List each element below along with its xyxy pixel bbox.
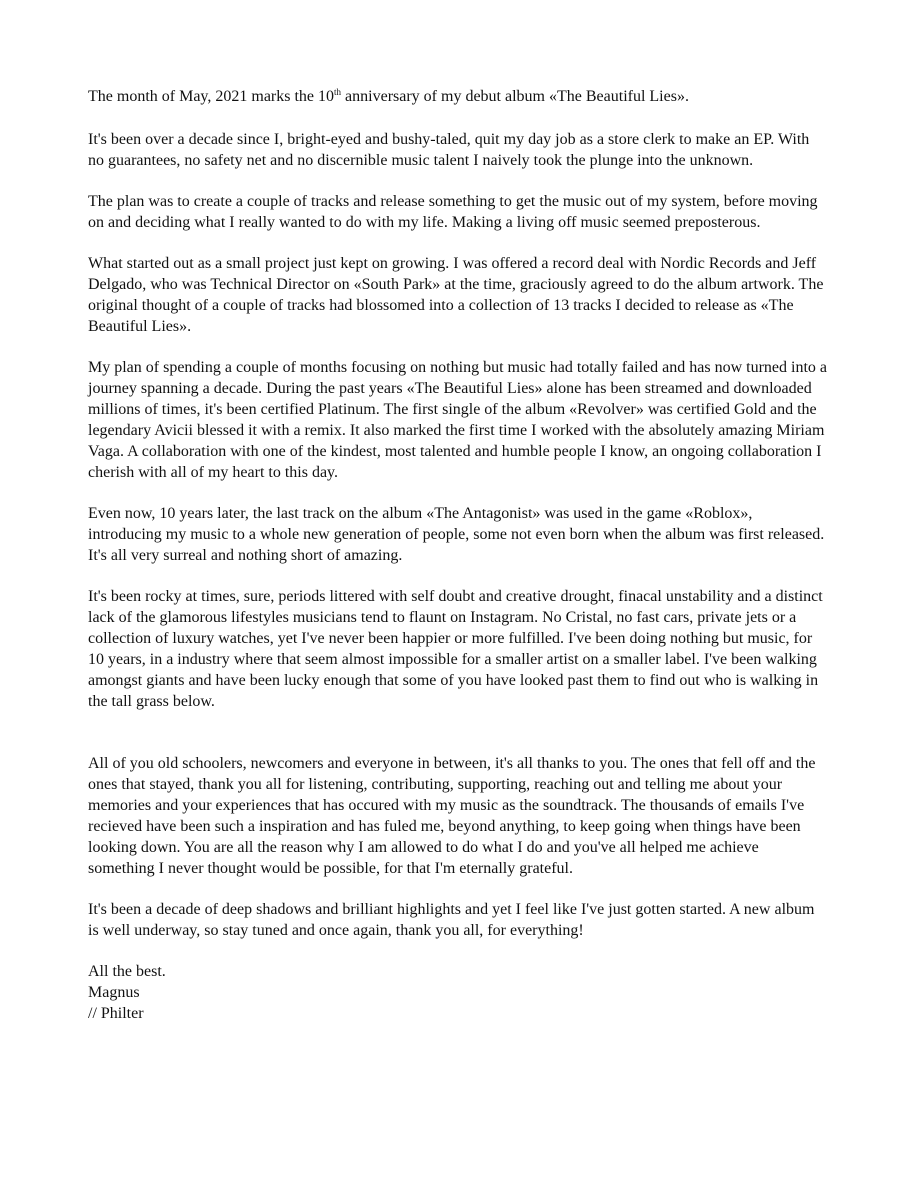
paragraph-plan: The plan was to create a couple of tracks and release something to get the music out of my system, before moving on and deciding what I really wanted to do with my life. Making a living off music seemed preposterous. [88, 193, 818, 231]
paragraph-ten-years-later: Even now, 10 years later, the last track on the album «The Antagonist» was used in the game «Roblox», introducing my music to a whole new generation of people, some not even born when the album was first released. It's all very surreal and nothing short of amazing. [88, 505, 825, 564]
intro-text-end: anniversary of my debut album «The Beautiful Lies». [341, 88, 689, 105]
intro-text-start: The month of May, 2021 marks the 10 [88, 88, 335, 105]
signoff-line: All the best. [88, 963, 166, 980]
signature-alias: // Philter [88, 1005, 144, 1022]
ordinal-suffix: th [334, 87, 342, 97]
paragraph-rocky-times: It's been rocky at times, sure, periods littered with self doubt and creative drought, finacal unstability and a distinct lack of the glamorous lifestyles musicians tend to flaunt on Instagram. No Cristal, no fast cars, private jets or a collection of luxury watches, yet I've never been happier or more fulfilled. I've been doing nothing but music, for 10 years, in a industry where that seem almost impossible for a smaller artist on a smaller label. I've been walking amongst giants and have been lucky enough that some of you have looked past them to find out who is walking in the tall grass below. [88, 588, 823, 710]
letter-page [88, 86, 828, 1024]
paragraph-thanks: All of you old schoolers, newcomers and everyone in between, it's all thanks to you. The ones that fell off and the ones that stayed, thank you all for listening, contributing, supporting, reaching out and telling me about your memories and your experiences that has occured with my music as the soundtrack. The thousands of emails I've recieved have been such a inspiration and has fuled me, beyond anything, to keep going when things have been looking down. You are all the reason why I am allowed to do what I do and you've all helped me achieve something I never thought would be possible, for that I'm eternally grateful. [88, 755, 816, 877]
paragraph-small-project: What started out as a small project just kept on growing. I was offered a record deal with Nordic Records and Jeff Delgado, who was Technical Director on «South Park» at the time, graciously agreed to do the album artwork. The original thought of a couple of tracks had blossomed into a collection of 13 tracks I decided to release as «The Beautiful Lies». [88, 255, 824, 335]
paragraph-decade-journey: My plan of spending a couple of months focusing on nothing but music had totally failed and has now turned into a journey spanning a decade. During the past years «The Beautiful Lies» alone has been streamed and downloaded millions of times, it's been certified Platinum. The first single of the album «Revolver» was certified Gold and the legendary Avicii blessed it with a remix. It also marked the first time I worked with the absolutely amazing Miriam Vaga. A collaboration with one of the kindest, most talented and humble people I know, an ongoing collaboration I cherish with all of my heart to this day. [88, 359, 827, 481]
signature-block [88, 961, 828, 1024]
intro-paragraph [88, 86, 828, 107]
signature-name: Magnus [88, 984, 140, 1001]
paragraph-quit-job: It's been over a decade since I, bright-eyed and bushy-taled, quit my day job as a store clerk to make an EP. With no guarantees, no safety net and no discernible music talent I naively took the plunge into the unknown. [88, 131, 810, 169]
paragraph-new-album: It's been a decade of deep shadows and brilliant highlights and yet I feel like I've just gotten started. A new album is well underway, so stay tuned and once again, thank you all, for everything! [88, 901, 815, 939]
